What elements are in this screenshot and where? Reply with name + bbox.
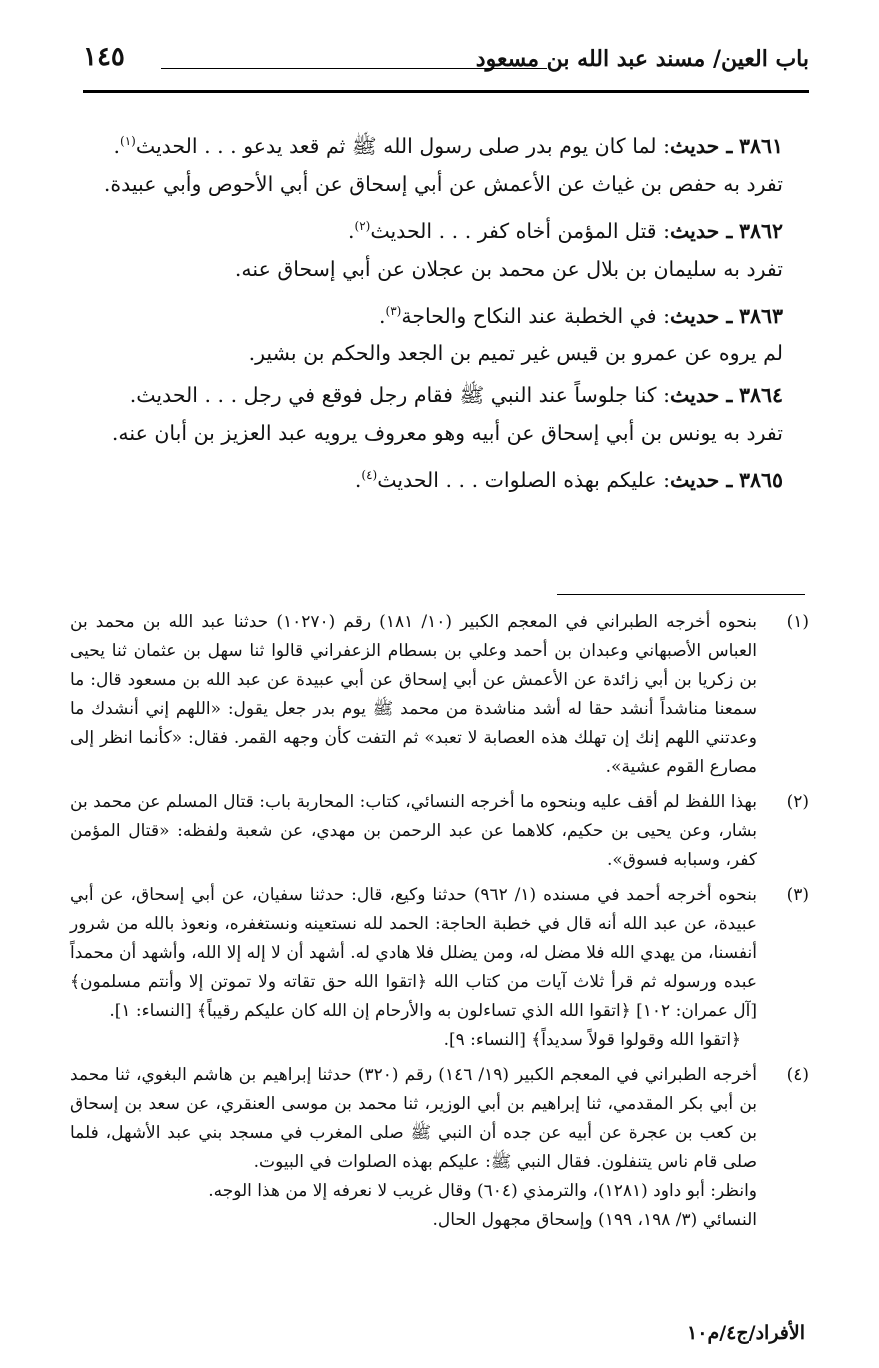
hadith-keyword: حديث — [669, 383, 720, 408]
hadith-text: : كنا جلوساً عند النبي ﷺ فقام رجل فوقع في رجل . . . الحديث — [136, 383, 670, 408]
footnote — [70, 881, 809, 1026]
header-rule — [161, 68, 547, 69]
footnote-number: (٣) — [786, 885, 809, 905]
hadith-number: ٣٨٦٥ — [738, 468, 783, 493]
running-title: باب العين/ مسند عبد الله بن مسعود — [475, 46, 809, 72]
hadith-remark: تفرد به حفص بن غياث عن الأعمش عن أبي إسحاق عن أبي الأحوص وأبي عبيدة. — [103, 171, 783, 196]
footnote-continuation: وانظر: أبو داود (١٢٨١)، والترمذي (٦٠٤) وقال غريب لا نعرفه إلا من هذا الوجه. — [208, 1181, 757, 1201]
footnote-ref[interactable]: (٣) — [385, 303, 402, 318]
hadith-keyword: حديث — [669, 218, 720, 243]
main-text — [80, 118, 805, 499]
hadith-remark: تفرد به يونس بن أبي إسحاق عن أبيه وهو معروف يرويه عبد العزيز بن أبان عنه. — [111, 421, 783, 446]
footnote — [70, 608, 809, 782]
hadith-number: ٣٨٦٤ — [738, 383, 783, 408]
hadith-text: : في الخطبة عند النكاح والحاجة — [401, 303, 670, 328]
hadith-entry: ٣٨٦٣ ـ حديث: في الخطبة عند النكاح والحاجة$^{(٣)}$. — [378, 303, 783, 328]
hadith-entry: ٣٨٦٢ ـ حديث: قتل المؤمن أخاه كفر . . . الحديث$^{(٢)}$. — [347, 218, 783, 243]
footnote-continuation: النسائي (٣/ ١٩٨، ١٩٩) وإسحاق مجهول الحال. — [432, 1210, 757, 1230]
footnote-continuation: ﴿اتقوا الله وقولوا قولاً سديداً﴾ [النساء: ٩]. — [443, 1030, 741, 1050]
hadith-text: : قتل المؤمن أخاه كفر . . . الحديث — [370, 218, 670, 243]
hadith-keyword: حديث — [669, 303, 720, 328]
footnote-text: بهذا اللفظ لم أقف عليه وبنحوه ما أخرجه النسائي، كتاب: المحاربة باب: قتال المسلم عن محمد بن بشار، وعن يحيى بن حكيم، كلاهما عن عبد الرحمن بن مهدي، عن شعبة ولفظه: «قتال المؤمن كفر، وسبابه فسوق». — [70, 792, 757, 870]
footnote-text: بنحوه أخرجه الطبراني في المعجم الكبير (١٠/ ١٨١) رقم (١٠٢٧٠) حدثنا عبد الله بن محمد بن العباس الأصبهاني وعبدان بن أحمد وعلي بن بسطام الزعفراني قالوا ثنا سهل بن عثمان ثنا يحيى بن زكريا بن أبي زائدة عن الأعمش عن أبي إسحاق عن أبي عبيدة عن عبد الله بن مسعود قال: ما سمعنا مناشداً أنشد حقا له أشد مناشدة من محمد ﷺ يوم بدر جعل يقول: «اللهم إني أنشدك ما وعدتني اللهم إنك إن تهلك هذه العصابة لا تعبد» ثم التفت كأن وجهه القمر. فقال: «كأنما انظر إلى مصارع القوم عشية». — [70, 612, 758, 777]
hadith-entry: ٣٨٦١ ـ حديث: لما كان يوم بدر صلى رسول الله ﷺ ثم قعد يدعو . . . الحديث$^{(١)}$. — [113, 133, 783, 158]
footnote — [70, 1061, 809, 1177]
hadith-keyword: حديث — [669, 468, 720, 493]
hadith-number: ٣٨٦١ — [738, 133, 783, 158]
footnote — [70, 788, 809, 875]
hadith-remark: لم يروه عن عمرو بن قيس غير تميم بن الجعد والحكم بن بشير. — [248, 341, 783, 366]
printer-signature: الأفراد/ج٤/م١٠ — [687, 1322, 805, 1344]
footnote-ref[interactable]: (١) — [120, 134, 136, 148]
hadith-keyword: حديث — [669, 133, 720, 158]
footnote-text: بنحوه أخرجه أحمد في مسنده (١/ ٩٦٢) حدثنا وكيع، قال: حدثنا سفيان، عن أبي إسحاق، عن أبي عبيدة، عن عبد الله أنه قال في خطبة الحاجة: الحمد لله نستعينه ونستغفره، ونعوذ بالله من شرور أنفسنا، من يهدي الله فلا مضل له، ومن يضلل فلا هادي له. أشهد أن لا إله إلا الله، وأشهد أن محمداً عبده ورسوله ثم قرأ ثلاث آيات من كتاب الله ﴿اتقوا الله حق تقاته ولا تموتن إلا وأنتم مسلمون﴾ [آل عمران: ١٠٢] ﴿اتقوا الله الذي تساءلون به والأرحام إن الله كان عليكم رقيباً﴾ [النساء: ١]. — [70, 885, 757, 1021]
page-number: ١٤٥ — [83, 42, 125, 72]
hadith-entry: ٣٨٦٤ ـ حديث: كنا جلوساً عند النبي ﷺ فقام رجل فوقع في رجل . . . الحديث. — [129, 383, 783, 408]
hadith-number: ٣٨٦٢ — [738, 218, 783, 243]
hadith-remark: تفرد به سليمان بن بلال عن محمد بن عجلان عن أبي إسحاق عنه. — [234, 256, 783, 281]
footnote-ref[interactable]: (٢) — [354, 218, 371, 233]
footnote-separator — [557, 594, 805, 595]
hadith-text: : لما كان يوم بدر صلى رسول الله ﷺ ثم قعد يدعو . . . الحديث — [135, 133, 670, 158]
footnote-ref[interactable]: (٤) — [361, 468, 378, 483]
page-header — [83, 40, 809, 93]
footnote-number: (١) — [786, 612, 809, 632]
footnote-number: (٢) — [786, 792, 809, 812]
hadith-number: ٣٨٦٣ — [738, 303, 783, 328]
hadith-entry: ٣٨٦٥ ـ حديث: عليكم بهذه الصلوات . . . الحديث$^{(٤)}$. — [354, 468, 783, 493]
footnote-text: أخرجه الطبراني في المعجم الكبير (١٩/ ١٤٦) رقم (٣٢٠) حدثنا إبراهيم بن هاشم البغوي، ثنا محمد بن أبي بكر المقدمي، ثنا إبراهيم بن أبي الوزير، ثنا محمد بن موسى العنقري، عن سعد بن إسحاق بن كعب بن عجرة عن أبيه عن جده أن النبي ﷺ صلى المغرب في مسجد بني عبد الأشهل، فلما صلى قام ناس يتنفلون. فقال النبي ﷺ: عليكم بهذه الصلوات في البيوت. — [70, 1065, 757, 1172]
footnote-number: (٤) — [786, 1065, 809, 1085]
hadith-text: : عليكم بهذه الصلوات . . . الحديث — [377, 468, 670, 493]
footnotes — [70, 608, 809, 1235]
